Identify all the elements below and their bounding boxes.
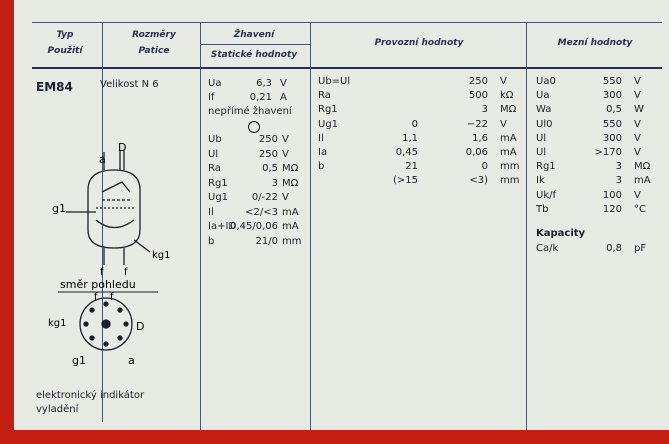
header-patice: Patice xyxy=(138,46,170,56)
header-mezni: Mezní hodnoty xyxy=(557,38,633,48)
label-g1-left: g1 xyxy=(52,202,66,215)
col-divider-4 xyxy=(526,22,527,430)
header-provozni: Provozní hodnoty xyxy=(374,38,464,48)
col-divider-2 xyxy=(200,22,201,430)
col-divider-3 xyxy=(310,22,311,430)
static-unit: mA xyxy=(282,206,299,218)
static-label: Rg1 xyxy=(208,177,228,189)
zhaveni-divider xyxy=(200,44,310,45)
operating-unit: mA xyxy=(500,132,517,144)
static-label: Ia+ID xyxy=(208,221,237,232)
limit-label: Ul xyxy=(536,147,547,158)
limit-label: Ua0 xyxy=(536,76,556,87)
base-label-g1: g1 xyxy=(72,354,86,367)
header-pouziti: Použití xyxy=(47,46,83,56)
heating-note: nepřímé žhavení xyxy=(208,106,292,117)
base-label-a: a xyxy=(128,354,135,367)
limit-unit: V xyxy=(634,147,641,158)
limit-value: 3 xyxy=(615,161,622,173)
static-unit: mA xyxy=(282,221,299,232)
static-label: b xyxy=(208,235,215,247)
static-unit: mm xyxy=(282,235,302,247)
label-d-top: D xyxy=(118,141,127,154)
operating-value-2: −22 xyxy=(466,118,488,130)
static-value: 250 xyxy=(258,148,278,160)
static-unit: V xyxy=(282,134,289,145)
static-value: 0,45/0,06 xyxy=(230,221,278,232)
label-a-top: a xyxy=(99,153,106,166)
heat-ua-label: Ua xyxy=(208,78,222,89)
static-unit: MΩ xyxy=(282,163,299,174)
heat-if-value: 0,21 xyxy=(249,92,272,103)
capacity-unit: pF xyxy=(634,243,647,254)
limit-label: Rg1 xyxy=(536,161,556,173)
tube-envelope xyxy=(88,170,140,248)
limit-label: Ul0 xyxy=(536,118,553,130)
limit-value: 550 xyxy=(602,118,622,130)
limit-label: Ik xyxy=(536,175,545,187)
limit-label: Ua xyxy=(536,90,550,102)
heat-ua-unit: V xyxy=(280,78,287,89)
limit-value: 550 xyxy=(602,76,622,87)
header-bottom-rule xyxy=(32,67,662,69)
capacity-title: Kapacity xyxy=(536,228,586,239)
limit-unit: V xyxy=(634,118,641,130)
limit-label: Tb xyxy=(536,203,549,215)
tube-size: Velikost N 6 xyxy=(100,79,159,90)
operating-value-1: (>15 xyxy=(392,175,418,187)
operating-label: Ia xyxy=(318,147,328,158)
static-value: <2/<3 xyxy=(245,206,278,218)
limit-unit: V xyxy=(634,189,641,201)
limit-unit: °C xyxy=(634,203,646,215)
heat-ua-value: 6,3 xyxy=(256,78,272,89)
static-value: 250 xyxy=(258,134,278,145)
limit-value: 120 xyxy=(602,203,622,215)
operating-value-2: <3) xyxy=(469,175,488,187)
limit-unit: V xyxy=(634,132,641,144)
static-unit: V xyxy=(282,148,289,160)
static-unit: MΩ xyxy=(282,177,299,189)
direction-label: směr pohledu xyxy=(60,278,136,291)
operating-value-2: 0 xyxy=(481,161,488,173)
operating-unit: mm xyxy=(500,161,520,173)
static-value: 21/0 xyxy=(255,235,278,247)
static-value: 0/-22 xyxy=(251,192,278,203)
operating-value-1: 0,45 xyxy=(395,147,418,158)
limit-value: 300 xyxy=(602,132,622,144)
operating-unit: V xyxy=(500,118,507,130)
label-f-right: f xyxy=(124,267,128,278)
tube-type: EM84 xyxy=(36,80,73,94)
operating-label: Ub=Ul xyxy=(318,76,351,87)
limit-unit: W xyxy=(634,104,644,116)
header-staticke: Statické hodnoty xyxy=(210,50,298,60)
limit-value: 300 xyxy=(602,90,622,102)
operating-value-1: 21 xyxy=(405,161,418,173)
limit-unit: V xyxy=(634,76,641,87)
base-label-d: D xyxy=(136,320,145,333)
operating-unit: mm xyxy=(500,175,520,187)
heat-if-label: If xyxy=(208,92,215,103)
limit-value: 100 xyxy=(602,189,622,201)
operating-value-1: 1,1 xyxy=(402,132,418,144)
capacity-value: 0,8 xyxy=(606,243,622,254)
static-label: Ul xyxy=(208,148,219,160)
description-line1: elektronický indikátor xyxy=(36,390,145,401)
header-rozmery: Rozměry xyxy=(132,30,176,40)
tube-diagram xyxy=(44,140,194,380)
limit-value: >170 xyxy=(594,147,622,158)
limit-unit: V xyxy=(634,90,641,102)
operating-value-2: 500 xyxy=(468,90,488,102)
operating-unit: MΩ xyxy=(500,104,517,116)
limit-unit: mA xyxy=(634,175,651,187)
header-top-rule xyxy=(32,22,662,23)
label-kg1-right: kg1 xyxy=(152,250,171,261)
capacity-label: Ca/k xyxy=(536,243,559,254)
operating-value-2: 0,06 xyxy=(465,147,488,158)
static-label: Ub xyxy=(208,134,222,145)
label-f-left: f xyxy=(100,267,104,278)
operating-unit: kΩ xyxy=(500,90,514,102)
header-zhaveni: Žhavení xyxy=(233,30,275,40)
operating-value-2: 250 xyxy=(468,76,488,87)
operating-value-2: 1,6 xyxy=(472,132,488,144)
operating-unit: mA xyxy=(500,147,517,158)
operating-label: b xyxy=(318,161,325,173)
limit-value: 0,5 xyxy=(606,104,622,116)
base-label-f2: f xyxy=(110,292,114,303)
limit-label: Wa xyxy=(536,104,552,116)
static-label: Il xyxy=(208,206,214,218)
base-label-f1: f xyxy=(94,292,98,303)
static-unit: V xyxy=(282,192,289,203)
static-label: Ug1 xyxy=(208,192,229,203)
description-line2: vyladění xyxy=(36,404,79,415)
indicator-circle xyxy=(248,121,260,133)
catalog-page xyxy=(14,0,669,430)
operating-label: Ra xyxy=(318,90,331,102)
static-value: 0,5 xyxy=(262,163,278,174)
operating-value-2: 3 xyxy=(481,104,488,116)
operating-value-1: 0 xyxy=(411,118,418,130)
operating-unit: V xyxy=(500,76,507,87)
operating-label: Rg1 xyxy=(318,104,338,116)
page-number xyxy=(0,385,1,406)
static-label: Ra xyxy=(208,163,221,174)
base-label-kg1: kg1 xyxy=(48,318,67,329)
limit-label: Uk/f xyxy=(536,189,556,201)
operating-label: Il xyxy=(318,132,324,144)
operating-label: Ug1 xyxy=(318,118,339,130)
header-typ: Typ xyxy=(56,30,74,40)
heat-if-unit: A xyxy=(280,92,287,103)
limit-value: 3 xyxy=(615,175,622,187)
static-value: 3 xyxy=(271,177,278,189)
limit-label: Ul xyxy=(536,132,547,144)
limit-unit: MΩ xyxy=(634,161,651,173)
